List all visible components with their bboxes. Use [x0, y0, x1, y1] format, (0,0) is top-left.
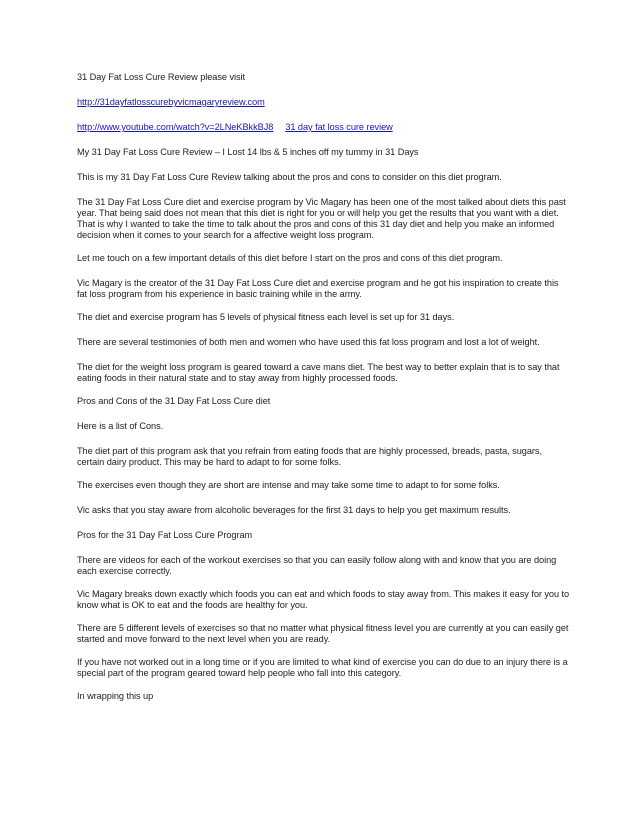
- closing-line: In wrapping this up: [77, 691, 154, 701]
- youtube-link[interactable]: http://www.youtube.com/watch?v=2LNeKBkkBJ8: [77, 122, 274, 132]
- paragraph: The diet for the weight loss program is geared toward a cave mans diet. The best way to better explain that is to say that eating foods in their natural state and to stay away from highly processed foods.: [77, 362, 560, 383]
- site-link[interactable]: http://31dayfatlosscurebyvicmagaryreview.com: [77, 97, 265, 107]
- paragraph: If you have not worked out in a long time or if you are limited to what kind of exercise you can do due to an injury there is a special part of the program geared toward help people who fall into this category.: [77, 657, 568, 678]
- paragraph: Vic asks that you stay aware from alcoholic beverages for the first 31 days to help you get maximum results.: [77, 505, 511, 515]
- paragraph: There are several testimonies of both men and women who have used this fat loss program and lost a lot of weight.: [77, 337, 540, 347]
- site-link-line: [77, 97, 570, 108]
- paragraph: The diet and exercise program has 5 levels of physical fitness each level is set up for 31 days.: [77, 312, 455, 322]
- document-body: [77, 72, 570, 716]
- intro-line: 31 Day Fat Loss Cure Review please visit: [77, 72, 246, 82]
- headline: My 31 Day Fat Loss Cure Review – I Lost 14 lbs & 5 inches off my tummy in 31 Days: [77, 147, 419, 157]
- section-heading-pros-cons: Pros and Cons of the 31 Day Fat Loss Cure diet: [77, 396, 271, 406]
- pros-heading: Pros for the 31 Day Fat Loss Cure Program: [77, 530, 253, 540]
- cons-heading: Here is a list of Cons.: [77, 421, 164, 431]
- paragraph: Vic Magary is the creator of the 31 Day Fat Loss Cure diet and exercise program and he got his inspiration to create this fat loss program from his experience in basic training while in the army.: [77, 278, 559, 299]
- review-link[interactable]: 31 day fat loss cure review: [285, 122, 393, 132]
- paragraph: There are 5 different levels of exercises so that no matter what physical fitness level you are currently at you can easily get started and move forward to the next level when you are ready.: [77, 623, 569, 644]
- paragraph: The diet part of this program ask that you refrain from eating foods that are highly processed, breads, pasta, sugars, certain dairy product. This may be hard to adapt to for some folks.: [77, 446, 542, 467]
- paragraph: The exercises even though they are short are intense and may take some time to adapt to for some folks.: [77, 480, 500, 490]
- paragraph: Let me touch on a few important details of this diet before I start on the pros and cons of this diet program.: [77, 253, 503, 263]
- video-links-line: [77, 122, 570, 133]
- paragraph: Vic Magary breaks down exactly which foods you can eat and which foods to stay away from. This makes it easy for you to know what is OK to eat and the foods are healthy for you.: [77, 589, 570, 610]
- paragraph: There are videos for each of the workout exercises so that you can easily follow along with and know that you are doing each exercise correctly.: [77, 555, 557, 576]
- paragraph: The 31 Day Fat Loss Cure diet and exercise program by Vic Magary has been one of the most talked about diets this past year. That being said does not mean that this diet is right for you or will help you get the results that you want with a diet. That is why I wanted to take the time to talk about the pros and cons of this 31 day diet and help you make an informed decision when it comes to your search for a affective weight loss program.: [77, 197, 566, 240]
- paragraph: This is my 31 Day Fat Loss Cure Review talking about the pros and cons to consider on this diet program.: [77, 172, 502, 182]
